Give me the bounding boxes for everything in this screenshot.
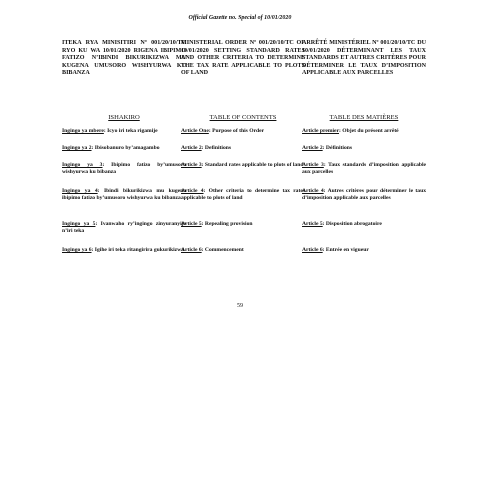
- toc-entry-label: Ingingo ya 5: [62, 221, 96, 227]
- toc-entry-text: : Objet du présent arrêté: [339, 128, 399, 134]
- toc-entry-text: : Definitions: [201, 145, 232, 151]
- toc-entry-en-2: [181, 145, 305, 152]
- toc-entry-label: Article premier: [302, 128, 340, 134]
- toc-entry-rw-4: [62, 188, 186, 202]
- title-french: ARRÊTÉ MINISTÉRIEL Nº 001/20/10/TC DU 10/01/2020 DÉTERMINANT LES TAUX STANDARDS ET AUTRES CRITÈRES POUR DÉTERMINER LE TAUX D’IMPOSITION APPLICABLE AUX PARCELLES: [302, 40, 426, 77]
- toc-entry-text: : Igihe iri teka ritangirira gukurikizwa: [91, 247, 184, 253]
- toc-entry-label: Article 6: [302, 247, 323, 253]
- toc-entry-fr-4: [302, 188, 426, 202]
- title-english: MINISTERIAL ORDER Nº 001/20/10/TC OF 10/01/2020 SETTING STANDARD RATES AND OTHER CRITERIA TO DETERMINE THE TAX RATE APPLICABLE TO PLOTS OF LAND: [181, 40, 305, 77]
- toc-heading-french: TABLE DES MATIÈRES: [329, 114, 399, 121]
- toc-entry-fr-2: [302, 145, 426, 152]
- toc-entry-label: Article 2: [181, 145, 202, 151]
- page-number: 59: [237, 303, 243, 309]
- toc-entry-label: Article 4: [302, 188, 324, 194]
- toc-heading-kinyarwanda: ISHAKIRO: [108, 114, 140, 121]
- toc-entry-text: : Autres critères pour déterminer le taux d’imposition applicable aux parcelles: [302, 188, 427, 202]
- toc-entry-label: Ingingo ya 3: [62, 162, 103, 168]
- toc-entry-fr-3: [302, 162, 426, 176]
- toc-entry-fr-6: [302, 247, 426, 254]
- gazette-header: Official Gazette no. Special of 10/01/2020: [188, 15, 292, 21]
- toc-entry-label: Article 3: [181, 162, 202, 168]
- toc-entry-text: : Commencement: [201, 247, 244, 253]
- toc-entry-text: : Disposition abrogatoire: [322, 221, 382, 227]
- toc-entry-en-4: [181, 188, 305, 202]
- toc-entry-label: Article One: [181, 128, 209, 134]
- toc-entry-label: Article 5: [302, 221, 323, 227]
- toc-entry-rw-3: [62, 162, 186, 176]
- toc-entry-fr-1: [302, 128, 426, 135]
- toc-entry-label: Ingingo ya 2: [62, 145, 92, 151]
- toc-entry-text: : Ibisobanuro by’amagambo: [91, 145, 160, 151]
- toc-entry-label: Article 6: [181, 247, 202, 253]
- title-kinyarwanda: ITEKA RYA MINISITIRI Nº 001/20/10/TC RYO KU WA 10/01/2020 RIGENA IBIPIMO FATIZO N’IBINDI BIKURIKIZWA MU KUGENA UMUSORO WISHYURWA KU BIBANZA: [62, 40, 186, 77]
- toc-entry-label: Ingingo ya mbere: [62, 128, 104, 134]
- toc-entry-text: : Ivanwaho ry’ingingo zinyuranyije n’iri teka: [62, 221, 186, 235]
- toc-entry-rw-1: [62, 128, 186, 135]
- toc-entry-text: : Définitions: [322, 145, 353, 151]
- toc-entry-en-6: [181, 247, 305, 254]
- toc-entry-label: Ingingo ya 6: [62, 247, 92, 253]
- toc-entry-text: : Entrée en vigueur: [322, 247, 369, 253]
- toc-entry-text: : Ibindi bikurikizwa mu kugena ibipimo fatizo by’umusoro wishyurwa ku bibanza: [62, 188, 187, 202]
- toc-entry-text: : Taux standards d’imposition applicable aux parcelles: [302, 162, 427, 176]
- toc-entry-label: Ingingo ya 4: [62, 188, 98, 194]
- toc-entry-en-1: [181, 128, 305, 135]
- toc-entry-label: Article 4: [181, 188, 204, 194]
- toc-entry-en-3: [181, 162, 305, 169]
- toc-entry-text: : Purpose of this Order: [208, 128, 265, 134]
- toc-entry-rw-5: [62, 221, 186, 235]
- toc-entry-text: : Icyo iri teka rigamije: [103, 128, 158, 134]
- toc-entry-label: Article 2: [302, 145, 323, 151]
- toc-entry-rw-6: [62, 247, 186, 254]
- toc-entry-label: Article 3: [302, 162, 324, 168]
- toc-entry-text: : Other criteria to determine tax rates applicable to plots of land: [181, 188, 306, 202]
- toc-entry-en-5: [181, 221, 305, 228]
- toc-entry-rw-2: [62, 145, 186, 152]
- toc-entry-fr-5: [302, 221, 426, 228]
- toc-heading-english: TABLE OF CONTENTS: [209, 114, 277, 121]
- toc-entry-text: : Standard rates applicable to plots of land: [201, 162, 304, 168]
- toc-entry-text: : Repealing provision: [201, 221, 253, 227]
- toc-entry-text: : Ibipimo fatizo by’umusoro wishyurwa ku bibanza: [62, 162, 187, 176]
- toc-entry-label: Article 5: [181, 221, 202, 227]
